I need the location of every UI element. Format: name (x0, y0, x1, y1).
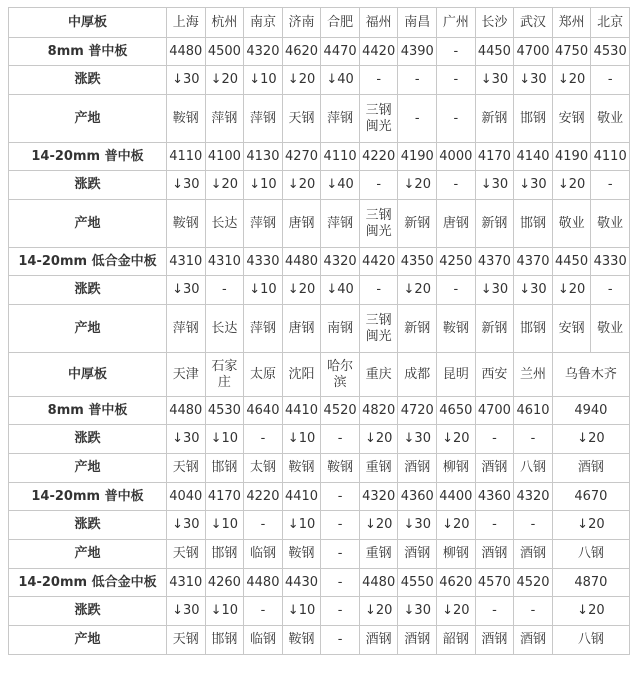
change-cell: - (398, 66, 437, 95)
change-label: 涨跌 (9, 425, 167, 454)
price-cell: 4480 (282, 248, 321, 276)
change-label: 涨跌 (9, 597, 167, 626)
origin-cell: 新钢 (475, 95, 514, 143)
price-cell: 4310 (167, 248, 206, 276)
origin-label: 产地 (9, 540, 167, 569)
change-cell: ↓10 (282, 511, 321, 540)
origin-cell: 新钢 (475, 305, 514, 353)
city-header: 太原 (244, 353, 283, 397)
city-header: 石家庄 (205, 353, 244, 397)
change-cell: ↓30 (167, 276, 206, 305)
price-cell: 4220 (359, 143, 398, 171)
price-cell: 4480 (244, 569, 283, 597)
city-header: 昆明 (437, 353, 476, 397)
price-cell: 4500 (205, 38, 244, 66)
origin-cell: 八钢 (552, 540, 629, 569)
change-cell: ↓20 (359, 425, 398, 454)
change-cell: ↓20 (552, 425, 629, 454)
change-cell: - (514, 511, 553, 540)
change-cell: ↓10 (244, 171, 283, 200)
origin-cell: 萍钢 (244, 200, 283, 248)
price-cell: 4550 (398, 569, 437, 597)
change-cell: - (244, 511, 283, 540)
origin-cell: 酒钢 (552, 454, 629, 483)
price-cell: 4430 (282, 569, 321, 597)
price-cell: 4370 (475, 248, 514, 276)
origin-cell: 太钢 (244, 454, 283, 483)
change-cell: ↓40 (321, 276, 360, 305)
change-cell: ↓40 (321, 171, 360, 200)
change-label: 涨跌 (9, 171, 167, 200)
origin-cell: 安钢 (552, 95, 591, 143)
price-cell: 4360 (398, 483, 437, 511)
origin-cell: 敬业 (591, 305, 630, 353)
origin-cell: 酒钢 (514, 626, 553, 655)
price-cell: 4100 (205, 143, 244, 171)
origin-row (9, 626, 630, 655)
price-cell: 4530 (205, 397, 244, 425)
origin-cell: 柳钢 (437, 540, 476, 569)
city-header-row (9, 353, 630, 397)
price-cell: 4700 (475, 397, 514, 425)
price-cell: 4520 (514, 569, 553, 597)
change-cell: ↓30 (475, 66, 514, 95)
city-header: 济南 (282, 8, 321, 38)
change-label: 涨跌 (9, 66, 167, 95)
change-cell: - (591, 171, 630, 200)
origin-cell: 敬业 (591, 95, 630, 143)
price-cell: 4520 (321, 397, 360, 425)
origin-cell: 八钢 (552, 626, 629, 655)
change-cell: ↓30 (514, 276, 553, 305)
price-cell: 4570 (475, 569, 514, 597)
change-cell: - (475, 597, 514, 626)
city-header: 哈尔滨 (321, 353, 360, 397)
change-cell: - (321, 425, 360, 454)
origin-cell: 南钢 (321, 305, 360, 353)
price-cell: 4480 (359, 569, 398, 597)
city-header: 南昌 (398, 8, 437, 38)
origin-cell: 重钢 (359, 540, 398, 569)
price-cell: 4480 (167, 397, 206, 425)
table-corner-label: 中厚板 (9, 8, 167, 38)
change-cell: ↓30 (514, 66, 553, 95)
origin-cell: 酒钢 (475, 626, 514, 655)
change-cell: ↓20 (205, 171, 244, 200)
origin-cell: 邯钢 (205, 626, 244, 655)
change-cell: ↓10 (205, 511, 244, 540)
price-cell: 4110 (591, 143, 630, 171)
change-cell: ↓30 (398, 425, 437, 454)
origin-row (9, 305, 630, 353)
change-cell: ↓30 (475, 171, 514, 200)
change-row (9, 511, 630, 540)
price-cell: 4610 (514, 397, 553, 425)
steel-price-table (8, 7, 630, 655)
change-cell: ↓30 (167, 511, 206, 540)
price-cell: 4110 (167, 143, 206, 171)
city-header: 长沙 (475, 8, 514, 38)
price-cell: 4410 (282, 397, 321, 425)
change-cell: - (244, 425, 283, 454)
price-cell: 4400 (437, 483, 476, 511)
change-label: 涨跌 (9, 276, 167, 305)
change-row (9, 276, 630, 305)
origin-cell: 鞍钢 (282, 454, 321, 483)
price-cell: 4110 (321, 143, 360, 171)
city-header: 南京 (244, 8, 283, 38)
price-cell: 4360 (475, 483, 514, 511)
price-cell: 4250 (437, 248, 476, 276)
change-cell: ↓10 (244, 276, 283, 305)
product-label: 14-20mm 低合金中板 (9, 569, 167, 597)
origin-cell: 敬业 (552, 200, 591, 248)
price-cell: 4320 (359, 483, 398, 511)
price-row (9, 483, 630, 511)
change-cell: ↓20 (282, 171, 321, 200)
change-cell: ↓10 (282, 425, 321, 454)
city-header: 兰州 (514, 353, 553, 397)
change-row (9, 425, 630, 454)
price-cell: 4320 (321, 248, 360, 276)
origin-cell: - (321, 540, 360, 569)
origin-cell: 天钢 (167, 454, 206, 483)
change-cell: ↓10 (205, 425, 244, 454)
price-cell: 4530 (591, 38, 630, 66)
origin-cell: 临钢 (244, 540, 283, 569)
change-cell: ↓20 (552, 171, 591, 200)
change-row (9, 171, 630, 200)
city-header: 合肥 (321, 8, 360, 38)
origin-cell: 酒钢 (359, 626, 398, 655)
change-label: 涨跌 (9, 511, 167, 540)
origin-cell: 萍钢 (321, 95, 360, 143)
city-header: 成都 (398, 353, 437, 397)
price-cell: 4170 (205, 483, 244, 511)
origin-cell: 鞍钢 (282, 626, 321, 655)
price-cell: 4410 (282, 483, 321, 511)
price-cell: 4420 (359, 248, 398, 276)
origin-cell: 鞍钢 (437, 305, 476, 353)
price-cell: 4330 (591, 248, 630, 276)
change-cell: - (514, 597, 553, 626)
origin-row (9, 454, 630, 483)
price-cell: - (321, 483, 360, 511)
product-label: 14-20mm 普中板 (9, 483, 167, 511)
origin-cell: - (398, 95, 437, 143)
origin-cell: 新钢 (475, 200, 514, 248)
product-label: 8mm 普中板 (9, 397, 167, 425)
city-header: 广州 (437, 8, 476, 38)
origin-cell: 安钢 (552, 305, 591, 353)
change-cell: ↓20 (282, 66, 321, 95)
price-cell: 4820 (359, 397, 398, 425)
price-cell: 4330 (244, 248, 283, 276)
price-row (9, 38, 630, 66)
origin-cell: 唐钢 (437, 200, 476, 248)
origin-cell: 邯钢 (205, 454, 244, 483)
price-cell: 4620 (282, 38, 321, 66)
price-cell: 4700 (514, 38, 553, 66)
price-cell: 4450 (475, 38, 514, 66)
change-cell: ↓20 (552, 66, 591, 95)
change-cell: ↓30 (398, 597, 437, 626)
origin-cell: 韶钢 (437, 626, 476, 655)
origin-cell: 长达 (205, 305, 244, 353)
origin-cell: 鞍钢 (321, 454, 360, 483)
origin-cell: 酒钢 (398, 540, 437, 569)
change-cell: ↓30 (514, 171, 553, 200)
origin-cell: 柳钢 (437, 454, 476, 483)
price-cell: 4190 (398, 143, 437, 171)
change-cell: ↓20 (437, 511, 476, 540)
price-row (9, 569, 630, 597)
origin-cell: 萍钢 (321, 200, 360, 248)
city-header: 沈阳 (282, 353, 321, 397)
price-cell: 4470 (321, 38, 360, 66)
origin-label: 产地 (9, 200, 167, 248)
price-cell: 4650 (437, 397, 476, 425)
city-header-row (9, 8, 630, 38)
city-header: 武汉 (514, 8, 553, 38)
city-header: 天津 (167, 353, 206, 397)
origin-cell: 天钢 (167, 540, 206, 569)
price-row (9, 397, 630, 425)
change-row (9, 66, 630, 95)
change-cell: ↓10 (282, 597, 321, 626)
change-cell: - (359, 66, 398, 95)
change-cell: - (437, 171, 476, 200)
product-label: 8mm 普中板 (9, 38, 167, 66)
origin-cell: 萍钢 (244, 305, 283, 353)
price-cell: 4260 (205, 569, 244, 597)
price-cell: 4270 (282, 143, 321, 171)
change-cell: ↓40 (321, 66, 360, 95)
price-cell: 4320 (244, 38, 283, 66)
origin-cell: 长达 (205, 200, 244, 248)
price-cell: 4350 (398, 248, 437, 276)
origin-cell: 萍钢 (167, 305, 206, 353)
origin-cell: 重钢 (359, 454, 398, 483)
change-cell: - (359, 276, 398, 305)
change-cell: ↓20 (552, 511, 629, 540)
origin-cell: 唐钢 (282, 305, 321, 353)
price-cell: - (437, 38, 476, 66)
origin-cell: 三钢闽光 (359, 305, 398, 353)
change-cell: - (591, 66, 630, 95)
origin-cell: 酒钢 (398, 626, 437, 655)
origin-cell: 三钢闽光 (359, 95, 398, 143)
price-cell: 4940 (552, 397, 629, 425)
origin-cell: 邯钢 (205, 540, 244, 569)
change-cell: ↓20 (398, 171, 437, 200)
change-cell: - (359, 171, 398, 200)
change-cell: - (514, 425, 553, 454)
price-table-container (8, 7, 630, 655)
change-row (9, 597, 630, 626)
price-cell: 4220 (244, 483, 283, 511)
change-cell: - (437, 276, 476, 305)
price-cell: 4130 (244, 143, 283, 171)
origin-label: 产地 (9, 95, 167, 143)
origin-row (9, 95, 630, 143)
price-cell: 4720 (398, 397, 437, 425)
change-cell: ↓20 (359, 511, 398, 540)
origin-row (9, 200, 630, 248)
origin-cell: 酒钢 (475, 454, 514, 483)
change-cell: - (244, 597, 283, 626)
change-cell: ↓20 (437, 425, 476, 454)
city-header: 乌鲁木齐 (552, 353, 629, 397)
change-cell: - (475, 511, 514, 540)
change-cell: - (205, 276, 244, 305)
origin-cell: 萍钢 (205, 95, 244, 143)
city-header: 重庆 (359, 353, 398, 397)
change-cell: - (591, 276, 630, 305)
price-cell: 4320 (514, 483, 553, 511)
city-header: 上海 (167, 8, 206, 38)
origin-cell: 天钢 (167, 626, 206, 655)
change-cell: ↓30 (167, 425, 206, 454)
change-cell: ↓10 (244, 66, 283, 95)
origin-cell: 新钢 (398, 200, 437, 248)
change-cell: ↓20 (552, 276, 591, 305)
change-cell: ↓20 (552, 597, 629, 626)
origin-cell: 邯钢 (514, 200, 553, 248)
price-cell: 4140 (514, 143, 553, 171)
change-cell: - (321, 511, 360, 540)
city-header: 西安 (475, 353, 514, 397)
price-row (9, 248, 630, 276)
city-header: 郑州 (552, 8, 591, 38)
city-header: 杭州 (205, 8, 244, 38)
origin-cell: 鞍钢 (167, 200, 206, 248)
change-cell: ↓20 (205, 66, 244, 95)
price-cell: 4310 (205, 248, 244, 276)
product-label: 14-20mm 低合金中板 (9, 248, 167, 276)
change-cell: ↓20 (359, 597, 398, 626)
origin-label: 产地 (9, 305, 167, 353)
price-cell: 4390 (398, 38, 437, 66)
price-cell: 4670 (552, 483, 629, 511)
city-header: 北京 (591, 8, 630, 38)
change-cell: ↓20 (282, 276, 321, 305)
origin-cell: 鞍钢 (282, 540, 321, 569)
change-cell: ↓20 (398, 276, 437, 305)
origin-label: 产地 (9, 626, 167, 655)
change-cell: ↓30 (475, 276, 514, 305)
price-cell: 4040 (167, 483, 206, 511)
table-corner-label: 中厚板 (9, 353, 167, 397)
change-cell: - (321, 597, 360, 626)
origin-cell: 新钢 (398, 305, 437, 353)
price-cell: 4480 (167, 38, 206, 66)
price-cell: 4420 (359, 38, 398, 66)
price-cell: - (321, 569, 360, 597)
city-header: 福州 (359, 8, 398, 38)
price-cell: 4000 (437, 143, 476, 171)
origin-cell: 鞍钢 (167, 95, 206, 143)
origin-cell: 萍钢 (244, 95, 283, 143)
change-cell: ↓30 (167, 66, 206, 95)
origin-row (9, 540, 630, 569)
change-cell: ↓30 (167, 597, 206, 626)
origin-cell: 邯钢 (514, 305, 553, 353)
change-cell: ↓10 (205, 597, 244, 626)
origin-cell: 酒钢 (398, 454, 437, 483)
origin-cell: 天钢 (282, 95, 321, 143)
origin-cell: 酒钢 (514, 540, 553, 569)
price-cell: 4870 (552, 569, 629, 597)
change-cell: ↓30 (398, 511, 437, 540)
origin-cell: 敬业 (591, 200, 630, 248)
price-cell: 4640 (244, 397, 283, 425)
price-cell: 4310 (167, 569, 206, 597)
product-label: 14-20mm 普中板 (9, 143, 167, 171)
origin-cell: 临钢 (244, 626, 283, 655)
price-cell: 4190 (552, 143, 591, 171)
price-cell: 4170 (475, 143, 514, 171)
change-cell: ↓30 (167, 171, 206, 200)
price-cell: 4620 (437, 569, 476, 597)
change-cell: ↓20 (437, 597, 476, 626)
origin-label: 产地 (9, 454, 167, 483)
price-cell: 4750 (552, 38, 591, 66)
origin-cell: - (437, 95, 476, 143)
origin-cell: 八钢 (514, 454, 553, 483)
origin-cell: 酒钢 (475, 540, 514, 569)
price-row (9, 143, 630, 171)
change-cell: - (437, 66, 476, 95)
origin-cell: - (321, 626, 360, 655)
change-cell: - (475, 425, 514, 454)
price-cell: 4370 (514, 248, 553, 276)
price-cell: 4450 (552, 248, 591, 276)
origin-cell: 三钢闽光 (359, 200, 398, 248)
origin-cell: 唐钢 (282, 200, 321, 248)
origin-cell: 邯钢 (514, 95, 553, 143)
